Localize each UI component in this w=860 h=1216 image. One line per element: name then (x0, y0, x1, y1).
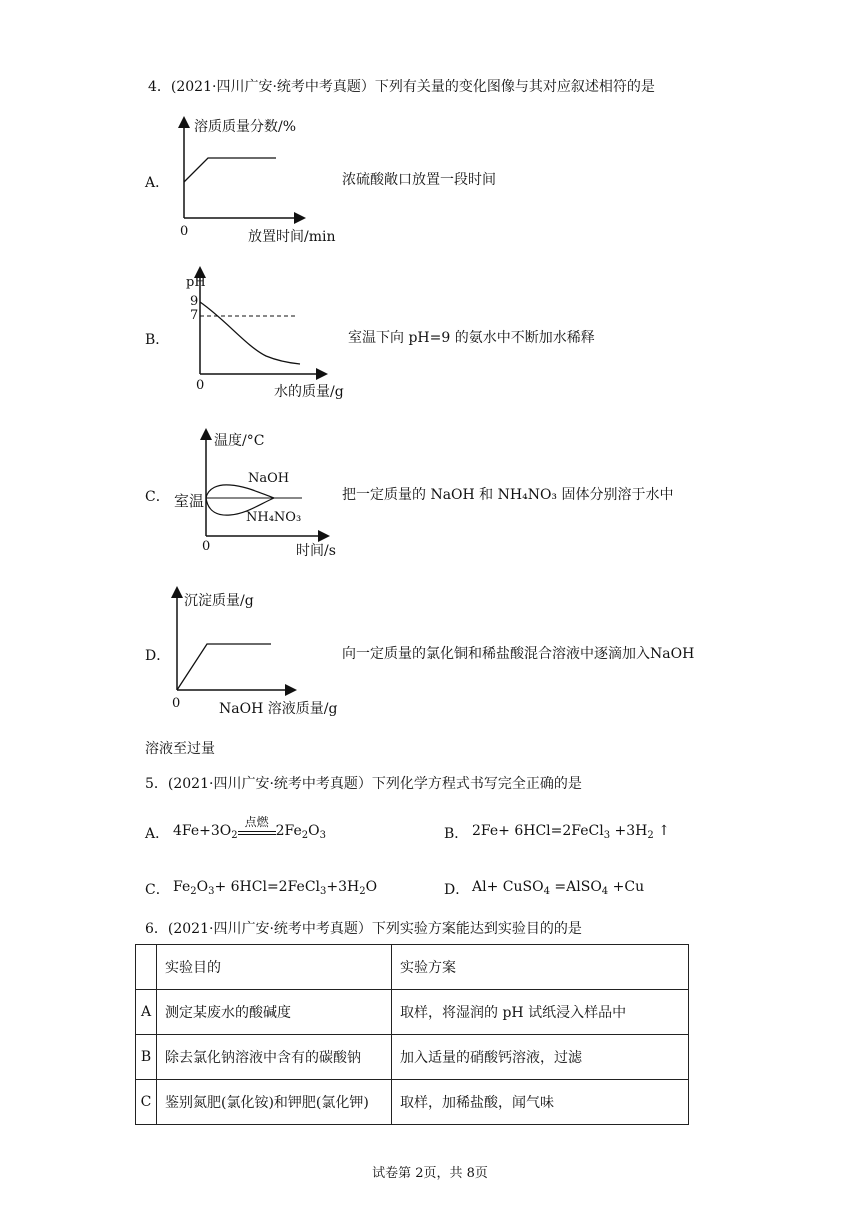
chart-c-y-label: 温度/°C (214, 433, 265, 449)
curve-a (184, 158, 276, 182)
table-row (136, 990, 689, 1035)
table-header-cell: 实验方案 (392, 945, 689, 990)
chart-c-origin: 0 (202, 539, 211, 554)
table-cell: 除去氯化钠溶液中含有的碳酸钠 (157, 1035, 392, 1080)
chart-b-tick-7: 7 (190, 308, 199, 323)
chart-d-x-label: NaOH 溶液质量/g (219, 701, 338, 717)
table-cell: C (136, 1080, 157, 1125)
chart-b-plot (186, 268, 336, 388)
table-cell: 鉴别氮肥(氯化铵)和钾肥(氯化钾) (157, 1080, 392, 1125)
table-header-cell: 实验目的 (157, 945, 392, 990)
table-header-row (136, 945, 689, 990)
chart-c-nh4no3-label: NH₄NO₃ (246, 510, 302, 525)
q5-option-a-equation: $4Fe+3O_2$ 点燃 $2Fe_2O_3$ (173, 815, 327, 841)
q5-option-d-equation: Al+ CuSO$_4$ =AlSO$_4$ +Cu (472, 879, 645, 897)
option-a-label: A． (145, 175, 170, 191)
chart-b-x-label: 水的质量/g (274, 384, 344, 400)
q5-option-b-label: B． (444, 826, 469, 842)
option-b-label: B． (145, 332, 170, 348)
table-cell: A (136, 990, 157, 1035)
table-header-cell (136, 945, 157, 990)
option-d-label: D． (145, 648, 171, 664)
q5-option-a-label: A． (145, 826, 170, 842)
question-6-title: 6．(2021·四川广安·统考中考真题）下列实验方案能达到实验目的的是 (145, 921, 582, 937)
chart-a-origin: 0 (180, 224, 189, 239)
option-d-desc: 向一定质量的氯化铜和稀盐酸混合溶液中逐滴加入NaOH (342, 646, 695, 662)
table-cell: 测定某废水的酸碱度 (157, 990, 392, 1035)
option-b-desc: 室温下向 pH=9 的氨水中不断加水稀释 (348, 330, 595, 346)
experiment-table (135, 944, 689, 1125)
chart-b-tick-9: 9 (190, 294, 199, 309)
option-c-label: C． (145, 489, 170, 505)
chart-d-y-label: 沉淀质量/g (184, 593, 254, 609)
chart-b-y-label: pH (186, 275, 206, 290)
q5-option-b-equation: 2Fe+ 6HCl=2FeCl$_3$ $+3H_2$ ↑ (472, 823, 670, 841)
q5-option-c-label: C． (145, 882, 170, 898)
reaction-condition: 点燃 (244, 815, 269, 829)
curve-d (177, 644, 271, 690)
option-d-desc-cont: 溶液至过量 (145, 741, 215, 757)
option-a-desc: 浓硫酸敞口放置一段时间 (342, 172, 496, 188)
table-cell: 取样，加稀盐酸，闻气味 (392, 1080, 689, 1125)
table-cell: B (136, 1035, 157, 1080)
question-4-title: 4．(2021·四川广安·统考中考真题）下列有关量的变化图像与其对应叙述相符的是 (148, 79, 655, 95)
question-5-title: 5．(2021·四川广安·统考中考真题）下列化学方程式书写完全正确的是 (145, 776, 582, 792)
chart-c-naoh-label: NaOH (248, 471, 290, 486)
curve-b (200, 302, 300, 364)
q5-option-c-equation: $Fe_2O_3+$ $6HCl=2FeCl_3+3H_2O$ (173, 879, 378, 897)
naoh-curve (206, 485, 274, 498)
q5-option-d-label: D． (444, 882, 470, 898)
page-footer: 试卷第 2页，共 8页 (372, 1166, 488, 1181)
table-cell: 加入适量的硝酸钙溶液，过滤 (392, 1035, 689, 1080)
table-row (136, 1080, 689, 1125)
table-row (136, 1035, 689, 1080)
chart-c-x-label: 时间/s (296, 543, 336, 559)
chart-b-origin: 0 (196, 378, 205, 393)
chart-d-origin: 0 (172, 696, 181, 711)
chart-c-room-temp: 室温 (174, 492, 205, 510)
chart-a-x-label: 放置时间/min (248, 229, 336, 245)
table-cell: 取样，将湿润的 pH 试纸浸入样品中 (392, 990, 689, 1035)
option-c-desc: 把一定质量的 NaOH 和 NH₄NO₃ 固体分别溶于水中 (342, 487, 674, 503)
chart-a-y-label: 溶质质量分数/% (194, 119, 297, 135)
